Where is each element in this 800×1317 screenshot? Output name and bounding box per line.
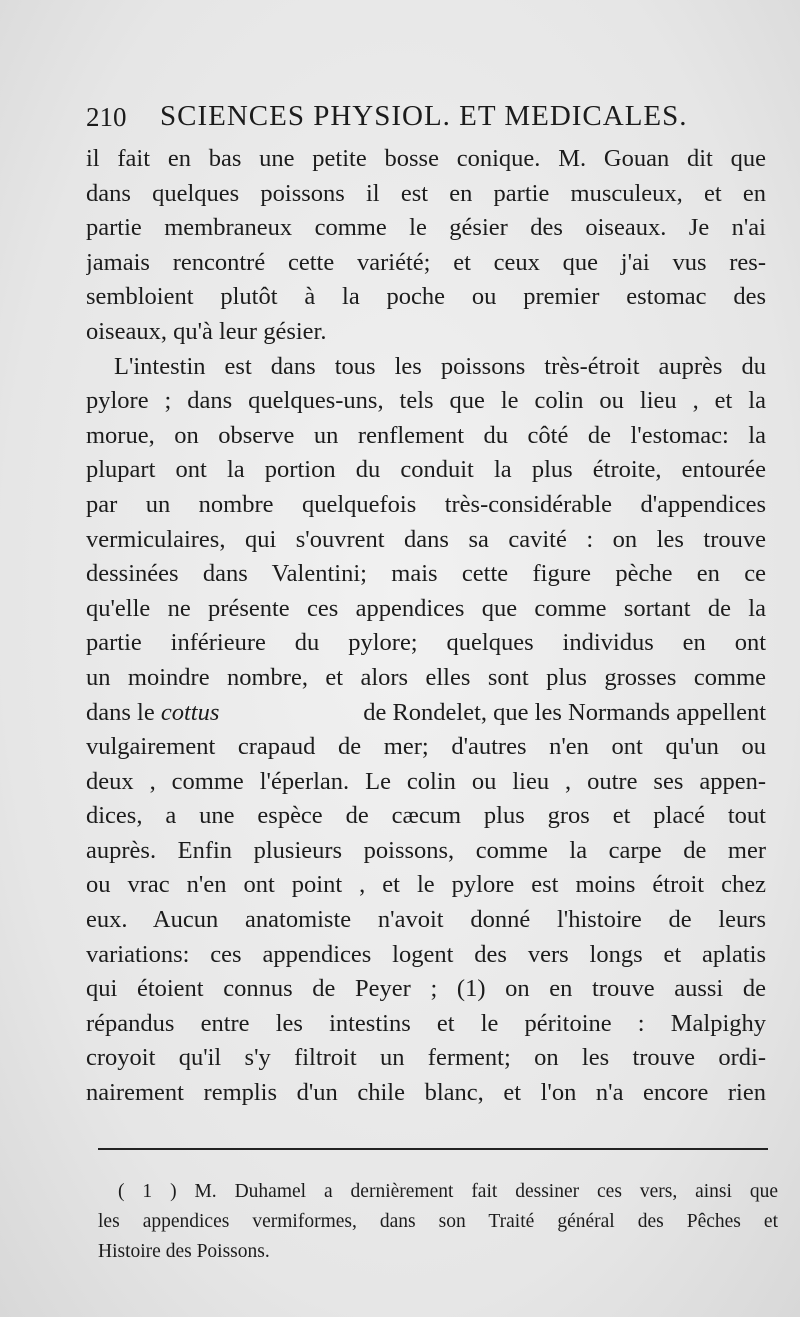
italic-term: cottus xyxy=(160,698,220,726)
text-line: répandus entre les intestins et le péritoine : Malpighy xyxy=(86,1009,766,1037)
text-line: L'intestin est dans tous les poissons très-étroit auprès du xyxy=(114,352,766,380)
text-line: nairement remplis d'un chile blanc, et l'on n'a encore rien xyxy=(86,1079,766,1107)
footnote-divider xyxy=(98,1148,768,1150)
text-line: auprès. Enfin plusieurs poissons, comme la carpe de mer xyxy=(86,836,766,864)
text-line: vulgairement crapaud de mer; d'autres n'en ont qu'un ou xyxy=(86,733,766,761)
text-line: partie inférieure du pylore; quelques individus en ont xyxy=(86,629,766,657)
footnote-line: les appendices vermiformes, dans son Traité général des Pêches et xyxy=(98,1211,778,1232)
text-line: jamais rencontré cette variété; et ceux que j'ai vus res- xyxy=(86,248,766,276)
text-line-prefix: dans le cottus xyxy=(86,698,220,726)
text-line: morue, on observe un renflement du côté de l'estomac: la xyxy=(86,421,766,449)
text-line: par un nombre quelquefois très-considérable d'appendices xyxy=(86,490,766,518)
footnote-line: Histoire des Poissons. xyxy=(98,1241,270,1262)
text-line: qu'elle ne présente ces appendices que comme sortant de la xyxy=(86,594,766,622)
running-head: SCIENCES PHYSIOL. ET MEDICALES. xyxy=(160,100,688,132)
text-line: vermiculaires, qui s'ouvrent dans sa cavité : on les trouve xyxy=(86,525,766,553)
text-line: sembloient plutôt à la poche ou premier estomac des xyxy=(86,283,766,311)
text-line: deux , comme l'éperlan. Le colin ou lieu , outre ses appen- xyxy=(86,767,766,795)
page-header xyxy=(86,100,716,134)
footnote xyxy=(98,1177,778,1267)
body-text xyxy=(86,142,766,1111)
text-line: un moindre nombre, et alors elles sont plus grosses comme xyxy=(86,663,766,691)
text-line: il fait en bas une petite bosse conique. M. Gouan dit que xyxy=(86,145,766,172)
text-line: partie membraneux comme le gésier des oiseaux. Je n'ai xyxy=(86,214,766,242)
page-number: 210 xyxy=(86,102,127,132)
text-line: qui étoient connus de Peyer ; (1) on en trouve aussi de xyxy=(86,975,766,1003)
text-line: pylore ; dans quelques-uns, tels que le colin ou lieu , et la xyxy=(86,387,766,415)
text-line: eux. Aucun anatomiste n'avoit donné l'histoire de leurs xyxy=(86,906,766,934)
footnote-line: ( 1 ) M. Duhamel a dernièrement fait dessiner ces vers, ainsi que xyxy=(118,1181,778,1202)
text-line: oiseaux, qu'à leur gésier. xyxy=(86,317,327,345)
text-line: croyoit qu'il s'y filtroit un ferment; on les trouve ordi- xyxy=(86,1044,766,1072)
text-line: dessinées dans Valentini; mais cette figure pèche en ce xyxy=(86,560,766,588)
text-line-rest: de Rondelet, que les Normands appellent xyxy=(363,698,766,726)
text-line: dans quelques poissons il est en partie musculeux, et en xyxy=(86,179,766,207)
text-line: variations: ces appendices logent des vers longs et aplatis xyxy=(86,940,766,968)
text-line: ou vrac n'en ont point , et le pylore est moins étroit chez xyxy=(86,871,766,899)
text-line: dices, a une espèce de cæcum plus gros et placé tout xyxy=(86,802,766,830)
text-line-with-italic xyxy=(86,696,766,731)
text-line: plupart ont la portion du conduit la plus étroite, entourée xyxy=(86,456,766,484)
